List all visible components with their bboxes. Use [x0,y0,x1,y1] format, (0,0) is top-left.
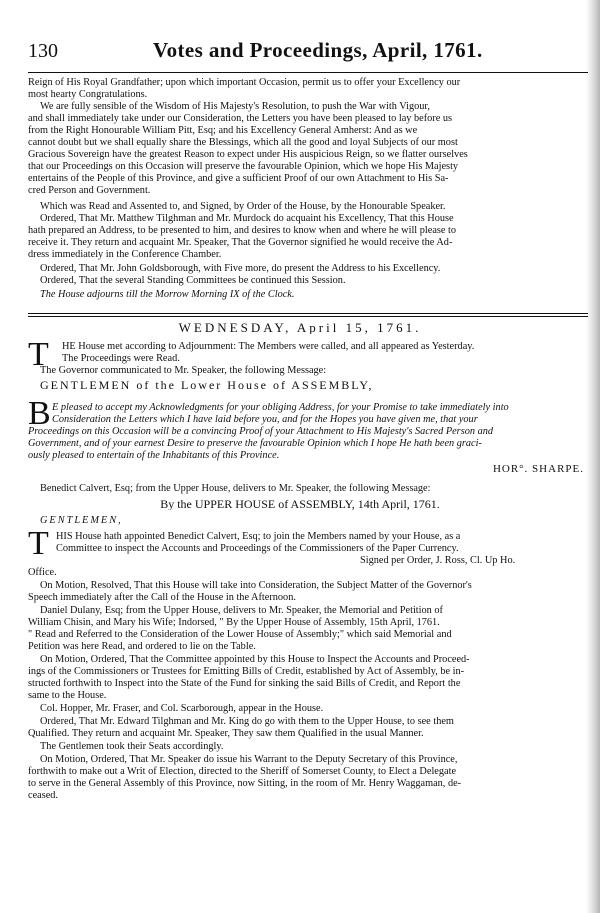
text-line: and shall immediately take under our Consideration, the Letters you have been pleased to lay before us [28,113,453,124]
page-header [28,40,588,68]
text-line: On Motion, Ordered, That the Committee appointed by this House to Inspect the Accounts and Proceed- [40,654,470,665]
text-line: Which was Read and Assented to, and Signed, by Order of the House, by the Honourable Speaker. [40,201,446,212]
text-line: On Motion, Resolved, That this House will take into Consideration, the Subject Matter of the Governor's [40,580,472,591]
text-line: HIS House hath appointed Benedict Calvert, Esq; to join the Members named by your House, as a [56,531,461,542]
text-line: We are fully sensible of the Wisdom of His Majesty's Resolution, to push the War with Vigour, [40,101,430,112]
text-line: Ordered, That Mr. John Goldsborough, with Five more, do present the Address to his Excellency. [40,263,441,274]
upper-house-heading: By the UPPER HOUSE of ASSEMBLY, 14th April, 1761. [160,498,440,510]
text-line: cred Person and Government. [28,185,151,196]
text-line: same to the House. [28,690,107,701]
section-rule [28,313,588,314]
text-line: Daniel Dulany, Esq; from the Upper House, delivers to Mr. Speaker, the Memorial and Petition of [40,605,443,616]
text-line: that our Proceedings on this Occasion will preserve the favourable Opinion, which we hope His Majesty [28,161,459,172]
message-salutation: GENTLEMEN of the Lower House of ASSEMBLY, [40,379,374,391]
text-line: from the Right Honourable William Pitt, Esq; and his Excellency General Amherst: And as we [28,125,418,136]
text-line: receive it. They return and acquaint Mr. Speaker, That the Governor signified he would receive the Ad- [28,237,453,248]
text-line: cannot doubt but we shall equally share the Blessings, which all the good and loyal Subjects of our most [28,137,458,148]
text-line: The Governor communicated to Mr. Speaker, the following Message: [40,365,327,376]
text-line: dress immediately in the Conference Chamber. [28,249,222,260]
text-line: Benedict Calvert, Esq; from the Upper House, delivers to Mr. Speaker, the following Message: [40,483,431,494]
section-rule [28,316,588,317]
text-line: Ordered, That Mr. Matthew Tilghman and Mr. Murdock do acquaint his Excellency, That this House [40,213,454,224]
text-line: to serve in the General Assembly of this Province, now Sitting, in the room of Mr. Henry Waggaman, de- [28,778,462,789]
text-line: ceased. [28,790,59,801]
text-line: ously pleased to entertain of the Inhabitants of this Province. [28,450,280,461]
text-line: The Proceedings were Read. [62,353,180,364]
text-line: Government, and of your earnest Desire to preserve the favourable Opinion which I hope He hath been graci- [28,438,482,449]
text-line: E pleased to accept my Acknowledgments for your obliging Address, for your Promise to take immediately into [52,402,509,413]
text-line: Consideration the Letters which I have laid before you, and for the Hopes you have given me, that your [52,414,478,425]
text-line: Ordered, That the several Standing Committees be continued this Session. [40,275,346,286]
drop-cap-b: B [28,395,51,432]
text-line: Petition was here Read, and ordered to lie on the Table. [28,641,256,652]
text-line: Col. Hopper, Mr. Fraser, and Col. Scarborough, appear in the House. [40,703,324,714]
signed-line: Signed per Order, J. Ross, Cl. Up Ho. [360,555,516,566]
text-line: Ordered, That Mr. Edward Tilghman and Mr. King do go with them to the Upper House, to see them [40,716,454,727]
text-line: HE House met according to Adjournment: The Members were called, and all appeared as Yesterday. [62,341,475,352]
page-title: Votes and Proceedings, April, 1761. [153,38,483,62]
page-number: 130 [28,40,58,62]
gentlemen-salutation: GENTLEMEN, [40,515,123,526]
signature-sharpe: HOR°. SHARPE. [492,463,584,475]
text-line: Qualified. They return and acquaint Mr. Speaker, They saw them Qualified in the usual Manner. [28,728,424,739]
text-line: The Gentlemen took their Seats accordingly. [40,741,224,752]
text-line: On Motion, Ordered, That Mr. Speaker do issue his Warrant to the Deputy Secretary of this Province, [40,754,458,765]
text-line: entertains of the People of this Province, and give a sufficient Proof of our own Attachment to His Sa- [28,173,449,184]
text-line: structed forthwith to Inspect into the State of the Fund for sinking the said Bills of Credit, and Report the [28,678,461,689]
text-line: ings of the Commissioners or Trustees for Emitting Bills of Credit, established by Act of Assembly, be in- [28,666,465,677]
text-line: " Read and Referred to the Consideration of the Lower House of Assembly;" which said Memorial and [28,629,452,640]
text-line: Reign of His Royal Grandfather; upon which important Occasion, permit us to offer your Excellency our [28,77,461,88]
text-line: William Chisin, and Mary his Wife; Indorsed, " By the Upper House of Assembly, 15th April, 1761. [28,617,440,628]
text-line: Speech immediately after the Call of the House in the Afternoon. [28,592,296,603]
drop-cap-t: T [28,336,49,373]
text-line: Gracious Sovereign have the greatest Reason to expect under His auspicious Reign, so we flatter ourselves [28,149,468,160]
adjournment-note: The House adjourns till the Morrow Morning IX of the Clock. [40,289,295,300]
text-line: hath prepared an Address, to be presented to him, and desires to know when and where he will please to [28,225,457,236]
text-line: most hearty Congratulations. [28,89,148,100]
day-heading: WEDNESDAY, April 15, 1761. [178,322,422,334]
text-line: Proceedings on this Occasion will be a convincing Proof of your Attachment to His Majesty's Sacred Person and [28,426,494,437]
header-rule [28,72,588,73]
text-line: Committee to inspect the Accounts and Proceedings of the Commissioners of the Paper Currency. [56,543,459,554]
text-line: forthwith to make out a Writ of Election, directed to the Sheriff of Somerset County, to Elect a Delegate [28,766,457,777]
text-line: Office. [28,567,57,578]
drop-cap-t2: T [28,525,49,562]
